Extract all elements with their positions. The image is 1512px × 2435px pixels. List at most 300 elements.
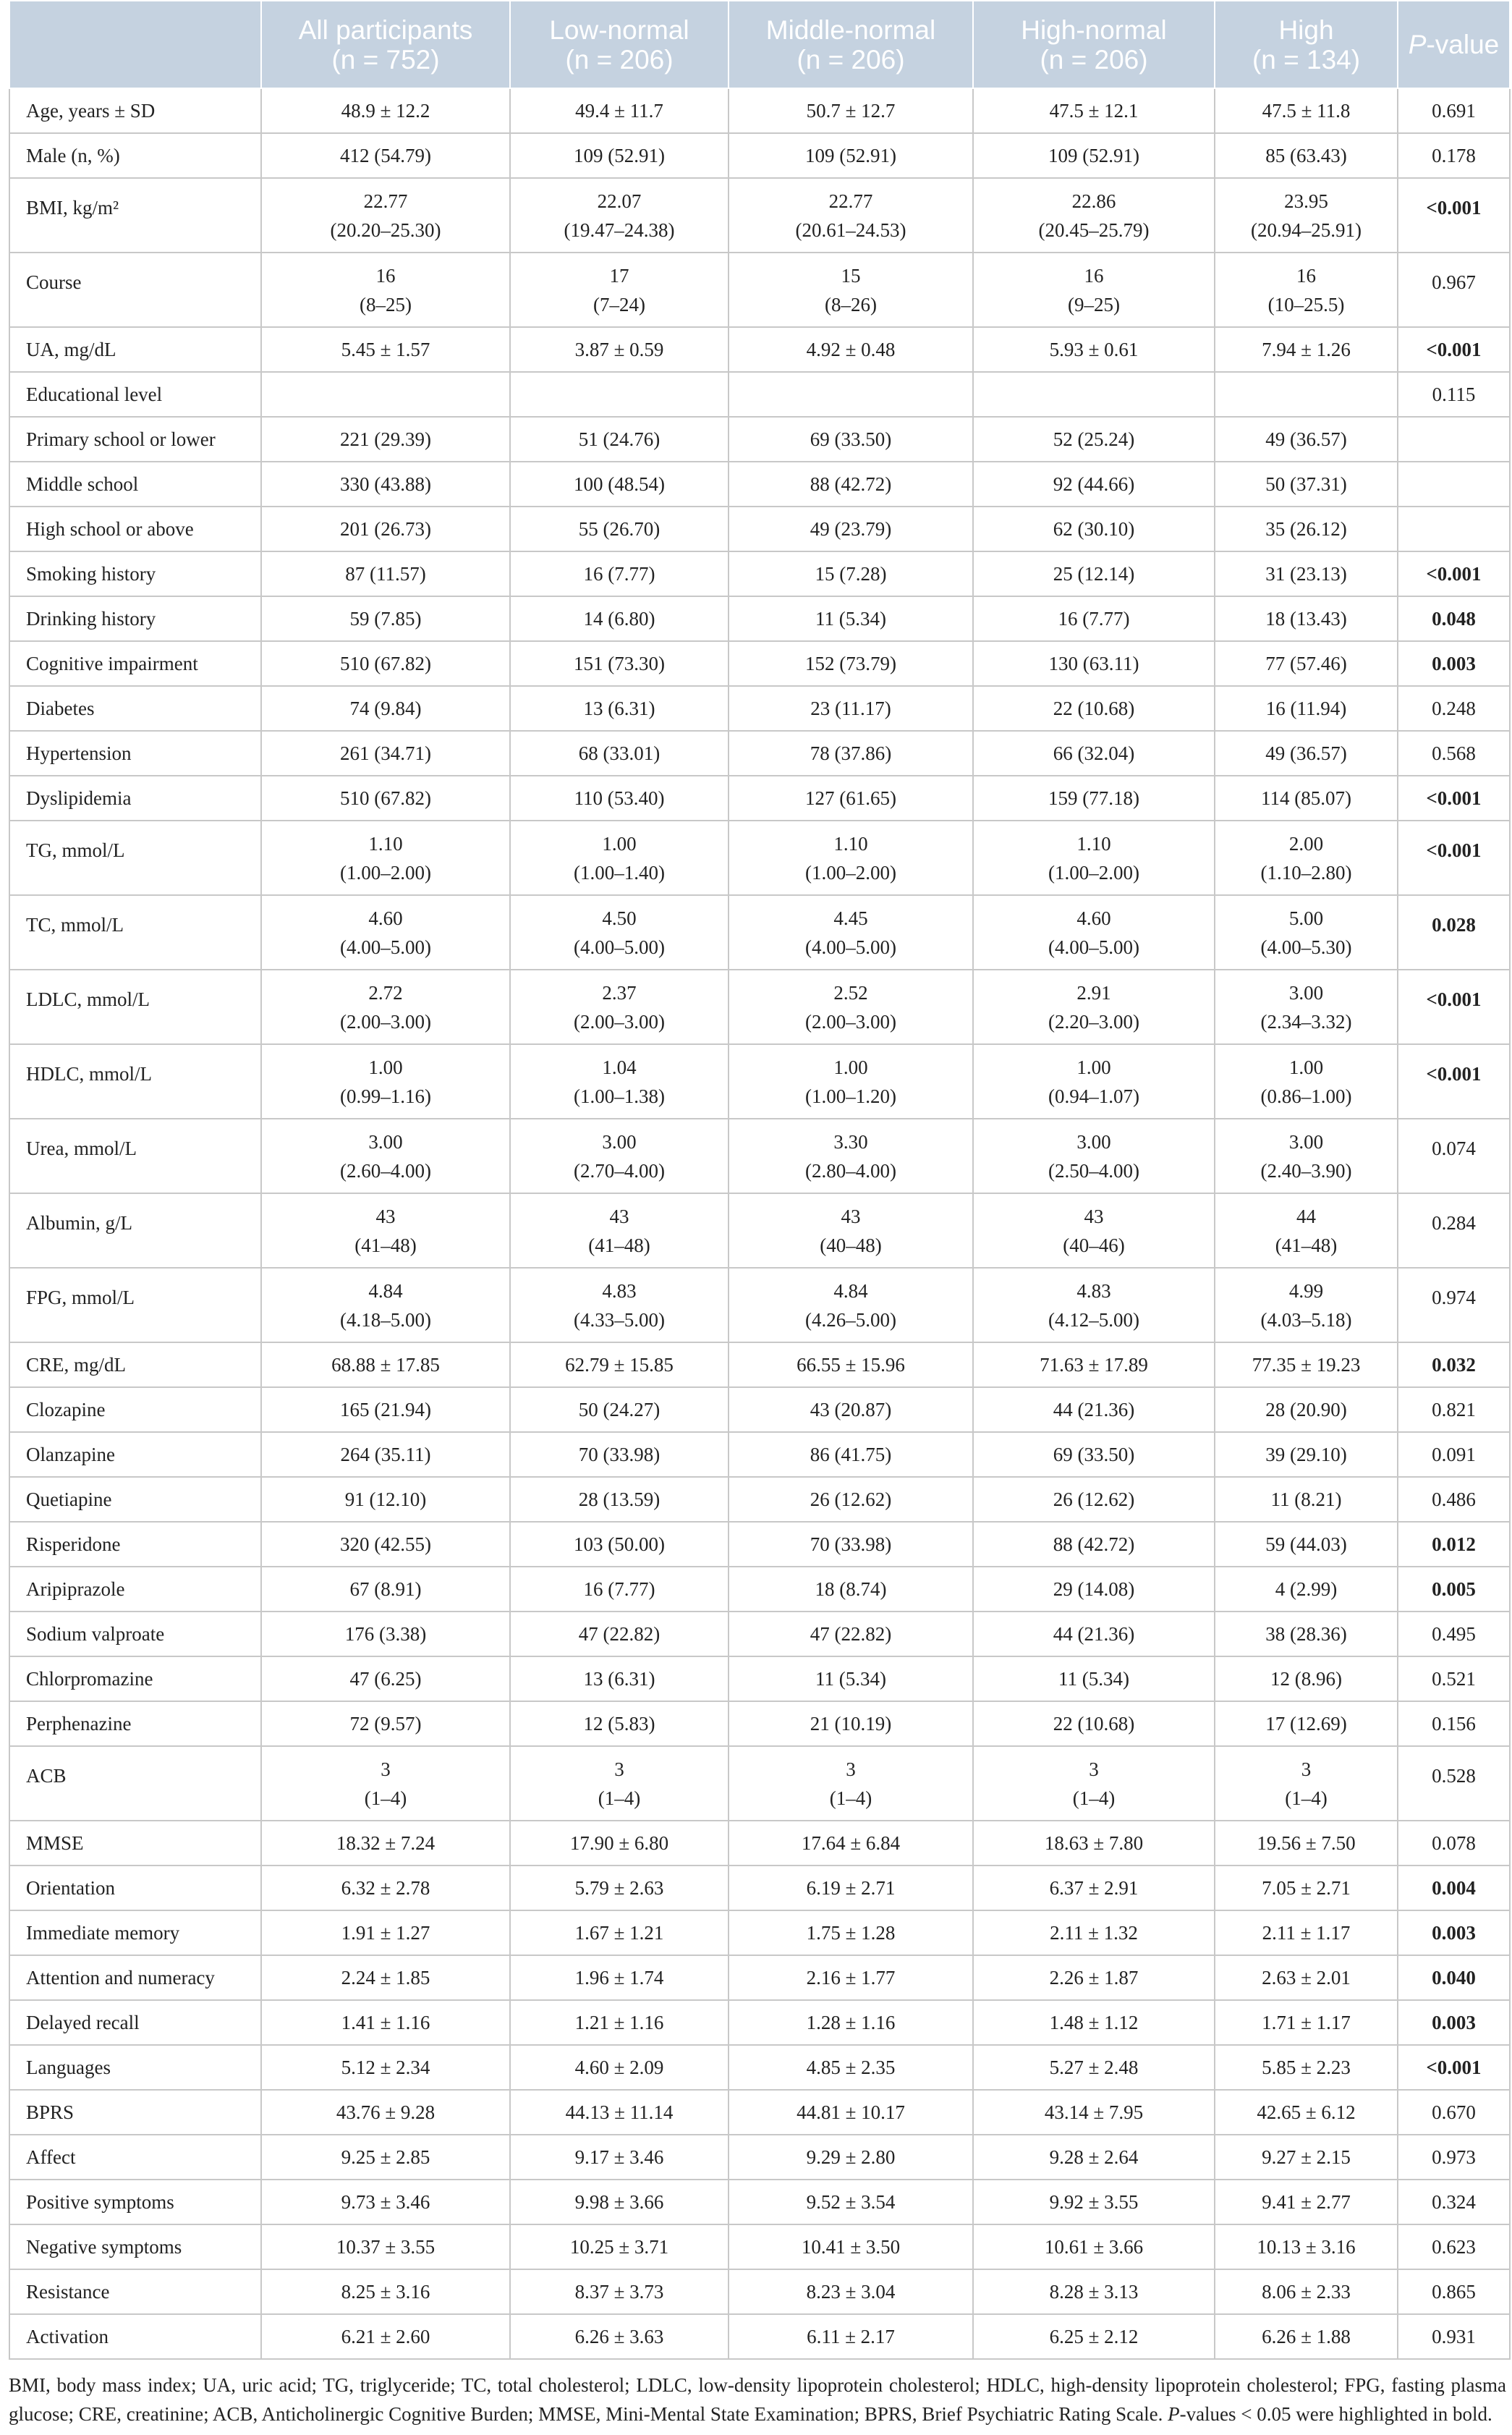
header-group-n: (n = 206) — [565, 44, 674, 75]
row-label: Albumin, g/L — [9, 1193, 261, 1268]
table-cell — [729, 551, 973, 596]
cell-range: (4.00–5.00) — [805, 936, 896, 958]
table-cell — [261, 178, 510, 253]
cell-range: (20.94–25.91) — [1251, 219, 1362, 241]
cell-range: (19.47–24.38) — [564, 219, 675, 241]
table-cell — [510, 1821, 729, 1866]
cell-value: 3.00 — [1288, 981, 1324, 1004]
p-value: 0.495 — [1432, 1623, 1476, 1645]
footnote-text-end: -values < 0.05 were highlighted in bold. — [1179, 2403, 1492, 2425]
table-cell — [973, 1193, 1215, 1268]
cell-range: (1–4) — [598, 1787, 641, 1809]
cell-value: 22.77 — [828, 190, 873, 212]
p-value-cell — [1398, 1910, 1510, 1955]
p-value: 0.178 — [1432, 145, 1476, 166]
table-cell — [1215, 970, 1398, 1044]
table-cell — [973, 1821, 1215, 1866]
cell-range: (0.94–1.07) — [1048, 1085, 1139, 1107]
table-cell — [729, 1656, 973, 1701]
table-cell — [729, 895, 973, 970]
table-cell — [1215, 2135, 1398, 2180]
p-value-cell — [1398, 1746, 1510, 1821]
cell-value: 152 (73.79) — [805, 653, 896, 674]
row-label: Affect — [9, 2135, 261, 2180]
header-p-rest: -value — [1426, 30, 1500, 59]
cell-value: 47 (22.82) — [578, 1623, 661, 1645]
cell-value: 103 (50.00) — [574, 1533, 665, 1555]
header-group-n: (n = 134) — [1252, 44, 1361, 75]
cell-value: 4.85 ± 2.35 — [806, 2057, 896, 2078]
table-cell — [1215, 895, 1398, 970]
table-cell — [510, 1119, 729, 1193]
table-cell — [261, 776, 510, 821]
cell-range: (2.40–3.90) — [1260, 1159, 1352, 1182]
cell-value: 10.61 ± 3.66 — [1044, 2236, 1144, 2258]
row-label: Olanzapine — [9, 1432, 261, 1477]
cell-value: 1.48 ± 1.12 — [1049, 2012, 1139, 2033]
table-row — [9, 821, 1510, 895]
table-cell — [261, 88, 510, 133]
cell-value: 6.26 ± 1.88 — [1262, 2326, 1351, 2347]
table-cell — [510, 1955, 729, 2000]
table-cell — [261, 417, 510, 462]
cell-value: 69 (33.50) — [810, 428, 892, 450]
cell-range: (4.00–5.00) — [340, 936, 431, 958]
cell-value: 66.55 ± 15.96 — [797, 1354, 905, 1376]
table-cell — [973, 970, 1215, 1044]
table-cell — [1215, 1044, 1398, 1119]
table-cell — [973, 327, 1215, 372]
table-cell — [729, 417, 973, 462]
table-cell — [973, 1432, 1215, 1477]
cell-value: 92 (44.66) — [1053, 473, 1135, 495]
header-group-name: All participants — [298, 14, 473, 45]
row-label: Age, years ± SD — [9, 88, 261, 133]
table-row — [9, 1612, 1510, 1656]
table-cell — [510, 133, 729, 178]
table-cell — [510, 178, 729, 253]
p-value: 0.974 — [1432, 1287, 1476, 1308]
cell-value: 6.37 ± 2.91 — [1049, 1877, 1139, 1899]
table-cell — [510, 970, 729, 1044]
row-label: CRE, mg/dL — [9, 1342, 261, 1387]
cell-value: 2.91 — [1076, 981, 1111, 1004]
p-value-cell — [1398, 327, 1510, 372]
table-cell — [729, 1387, 973, 1432]
cell-value: 28 (20.90) — [1265, 1399, 1347, 1420]
table-cell — [261, 372, 510, 417]
p-value: 0.074 — [1432, 1138, 1476, 1159]
cell-value: 130 (63.11) — [1048, 653, 1139, 674]
cell-value: 26 (12.62) — [1053, 1488, 1135, 1510]
row-label: TG, mmol/L — [9, 821, 261, 895]
cell-value: 31 (23.13) — [1265, 563, 1347, 585]
table-cell — [261, 2269, 510, 2314]
cell-range: (2.20–3.00) — [1048, 1010, 1139, 1033]
table-cell — [261, 2045, 510, 2090]
row-label: ACB — [9, 1746, 261, 1821]
table-cell — [973, 2090, 1215, 2135]
cell-value: 1.10 — [1076, 832, 1111, 855]
cell-range: (4.26–5.00) — [805, 1308, 896, 1331]
table-row — [9, 1701, 1510, 1746]
table-cell — [973, 2224, 1215, 2269]
p-value-cell — [1398, 1821, 1510, 1866]
p-value-cell — [1398, 2314, 1510, 2359]
cell-value: 35 (26.12) — [1265, 518, 1347, 540]
row-label: HDLC, mmol/L — [9, 1044, 261, 1119]
table-cell — [729, 731, 973, 776]
table-row — [9, 327, 1510, 372]
table-cell — [261, 1746, 510, 1821]
cell-value: 1.21 ± 1.16 — [574, 2012, 664, 2033]
cell-value: 10.25 ± 3.71 — [569, 2236, 669, 2258]
table-cell — [1215, 372, 1398, 417]
p-value: <0.001 — [1426, 787, 1482, 809]
table-cell — [729, 970, 973, 1044]
cell-range: (20.45–25.79) — [1038, 219, 1150, 241]
p-value-cell — [1398, 895, 1510, 970]
table-cell — [1215, 133, 1398, 178]
table-cell — [973, 2314, 1215, 2359]
cell-value: 2.24 ± 1.85 — [341, 1967, 430, 1989]
p-value: <0.001 — [1426, 839, 1482, 861]
cell-value: 109 (52.91) — [574, 145, 665, 166]
table-cell — [1215, 1432, 1398, 1477]
cell-value: 44.81 ± 10.17 — [797, 2101, 905, 2123]
table-cell — [261, 2000, 510, 2045]
table-cell — [510, 2090, 729, 2135]
table-cell — [729, 178, 973, 253]
row-label: Educational level — [9, 372, 261, 417]
table-row — [9, 1268, 1510, 1342]
cell-value: 44 (21.36) — [1053, 1623, 1135, 1645]
table-cell — [1215, 2180, 1398, 2224]
cell-value: 70 (33.98) — [578, 1444, 661, 1465]
cell-value: 17 — [609, 264, 629, 287]
p-value-cell — [1398, 507, 1510, 551]
cell-value: 3.00 — [602, 1130, 637, 1153]
cell-range: (40–48) — [820, 1234, 882, 1256]
table-row — [9, 1119, 1510, 1193]
table-cell — [973, 1910, 1215, 1955]
table-row — [9, 1567, 1510, 1612]
table-cell — [973, 1522, 1215, 1567]
cell-value: 8.37 ± 3.73 — [574, 2281, 664, 2303]
cell-value: 1.96 ± 1.74 — [574, 1967, 664, 1989]
row-label: MMSE — [9, 1821, 261, 1866]
cell-value: 3 — [381, 1758, 391, 1780]
table-row — [9, 1821, 1510, 1866]
header-group-n: (n = 206) — [1040, 44, 1148, 75]
cell-value: 47 (6.25) — [349, 1668, 422, 1690]
p-value-cell — [1398, 2135, 1510, 2180]
table-row — [9, 1656, 1510, 1701]
header-group-name: Middle-normal — [765, 14, 936, 45]
table-row — [9, 1746, 1510, 1821]
p-value: 0.670 — [1432, 2101, 1476, 2123]
table-cell — [510, 253, 729, 327]
cell-value: 6.11 ± 2.17 — [807, 2326, 895, 2347]
table-row — [9, 1477, 1510, 1522]
cell-value: 6.32 ± 2.78 — [341, 1877, 430, 1899]
row-label: LDLC, mmol/L — [9, 970, 261, 1044]
table-cell — [973, 1701, 1215, 1746]
footnote-p-italic: P — [1168, 2403, 1180, 2425]
table-cell — [1215, 417, 1398, 462]
p-value-cell — [1398, 462, 1510, 507]
table-cell — [729, 1119, 973, 1193]
table-row — [9, 731, 1510, 776]
table-cell — [1215, 1342, 1398, 1387]
table-cell — [1215, 178, 1398, 253]
header-p-value — [1398, 1, 1510, 88]
table-row — [9, 1866, 1510, 1910]
table-cell — [261, 462, 510, 507]
cell-value: 100 (48.54) — [574, 473, 665, 495]
table-row — [9, 2314, 1510, 2359]
row-label: Risperidone — [9, 1522, 261, 1567]
row-label: FPG, mmol/L — [9, 1268, 261, 1342]
table-cell — [510, 1910, 729, 1955]
p-value-cell — [1398, 1342, 1510, 1387]
table-cell — [729, 1701, 973, 1746]
table-cell — [973, 253, 1215, 327]
table-cell — [729, 507, 973, 551]
table-cell — [729, 2269, 973, 2314]
p-value-cell — [1398, 821, 1510, 895]
p-value-cell — [1398, 1567, 1510, 1612]
p-value: 0.623 — [1432, 2236, 1476, 2258]
table-cell — [973, 596, 1215, 641]
header-group-n: (n = 752) — [331, 44, 440, 75]
cell-value: 8.23 ± 3.04 — [806, 2281, 896, 2303]
table-row — [9, 133, 1510, 178]
cell-value: 5.45 ± 1.57 — [341, 339, 430, 360]
row-label: Activation — [9, 2314, 261, 2359]
table-cell — [261, 970, 510, 1044]
table-cell — [261, 1866, 510, 1910]
table-cell — [973, 417, 1215, 462]
cell-range: (4.00–5.30) — [1260, 936, 1352, 958]
table-row — [9, 1910, 1510, 1955]
cell-value: 3.00 — [368, 1130, 403, 1153]
table-header — [9, 1, 1510, 88]
cell-value: 16 — [1084, 264, 1104, 287]
cell-value: 43.76 ± 9.28 — [336, 2101, 436, 2123]
table-row — [9, 1432, 1510, 1477]
cell-value: 176 (3.38) — [344, 1623, 427, 1645]
cell-value: 18.63 ± 7.80 — [1044, 1832, 1144, 1854]
cell-value: 10.41 ± 3.50 — [801, 2236, 901, 2258]
table-cell — [261, 2090, 510, 2135]
cell-value: 9.92 ± 3.55 — [1049, 2191, 1139, 2213]
p-value-cell — [1398, 2000, 1510, 2045]
p-value: 0.115 — [1432, 384, 1476, 405]
p-value-cell — [1398, 1432, 1510, 1477]
p-value-cell — [1398, 2090, 1510, 2135]
table-cell — [973, 133, 1215, 178]
cell-value: 23.95 — [1284, 190, 1328, 212]
row-label: Quetiapine — [9, 1477, 261, 1522]
table-cell — [1215, 1955, 1398, 2000]
table-cell — [510, 1746, 729, 1821]
p-value: 0.486 — [1432, 1488, 1476, 1510]
p-value: 0.248 — [1432, 698, 1476, 719]
table-cell — [729, 2000, 973, 2045]
table-cell — [973, 776, 1215, 821]
table-cell — [973, 1387, 1215, 1432]
table-cell — [973, 372, 1215, 417]
cell-value: 44 (21.36) — [1053, 1399, 1135, 1420]
p-value-cell — [1398, 178, 1510, 253]
cell-value: 17.64 ± 6.84 — [801, 1832, 901, 1854]
cell-value: 49 (36.57) — [1265, 742, 1347, 764]
cell-range: (2.70–4.00) — [574, 1159, 665, 1182]
cell-value: 25 (12.14) — [1053, 563, 1135, 585]
p-value: <0.001 — [1426, 1063, 1482, 1085]
cell-value: 51 (24.76) — [578, 428, 661, 450]
cell-value: 5.93 ± 0.61 — [1049, 339, 1139, 360]
cell-value: 4 (2.99) — [1275, 1578, 1338, 1600]
cell-range: (7–24) — [593, 293, 645, 316]
row-label: Positive symptoms — [9, 2180, 261, 2224]
row-label: Male (n, %) — [9, 133, 261, 178]
p-value: 0.003 — [1432, 653, 1476, 674]
table-cell — [261, 1477, 510, 1522]
table-cell — [729, 821, 973, 895]
cell-value: 6.21 ± 2.60 — [341, 2326, 430, 2347]
cell-value: 68 (33.01) — [578, 742, 661, 764]
cell-value: 39 (29.10) — [1265, 1444, 1347, 1465]
table-cell — [729, 327, 973, 372]
p-value: 0.521 — [1432, 1668, 1476, 1690]
cell-range: (20.61–24.53) — [795, 219, 906, 241]
cell-value: 4.84 — [833, 1279, 868, 1302]
cell-value: 66 (32.04) — [1053, 742, 1135, 764]
footnote-text: BMI, body mass index; UA, uric acid; TG, triglyceride; TC, total cholesterol; LDLC, low-density lipoprotein cholesterol; HDLC, high-density lipoprotein cholesterol; FPG, fasting plasma glucose; CRE, creatinine; ACB, Anticholinergic Cognitive Burden; MMSE, Mini-Mental State Examination; BPRS, Brief Psychiatric Rating Scale. — [9, 2374, 1506, 2425]
p-value: 0.528 — [1432, 1765, 1476, 1787]
cell-value: 59 (44.03) — [1265, 1533, 1347, 1555]
table-cell — [510, 1656, 729, 1701]
cell-value: 5.12 ± 2.34 — [341, 2057, 430, 2078]
cell-value: 510 (67.82) — [340, 653, 431, 674]
table-row — [9, 417, 1510, 462]
table-cell — [729, 2224, 973, 2269]
table-cell — [973, 731, 1215, 776]
table-cell — [1215, 2224, 1398, 2269]
table-cell — [1215, 1567, 1398, 1612]
cell-value: 13 (6.31) — [583, 698, 655, 719]
table-cell — [729, 1612, 973, 1656]
cell-value: 23 (11.17) — [810, 698, 891, 719]
table-cell — [1215, 2000, 1398, 2045]
row-label: Chlorpromazine — [9, 1656, 261, 1701]
cell-range: (2.80–4.00) — [805, 1159, 896, 1182]
cell-value: 2.72 — [368, 981, 403, 1004]
table-cell — [510, 507, 729, 551]
p-value-cell — [1398, 776, 1510, 821]
table-cell — [510, 1612, 729, 1656]
cell-value: 18.32 ± 7.24 — [336, 1832, 436, 1854]
table-cell — [510, 462, 729, 507]
table-cell — [261, 1522, 510, 1567]
cell-value: 4.84 — [368, 1279, 403, 1302]
header-group-n: (n = 206) — [797, 44, 905, 75]
p-value-cell — [1398, 2180, 1510, 2224]
cell-value: 9.28 ± 2.64 — [1049, 2146, 1139, 2168]
cell-value: 62 (30.10) — [1053, 518, 1135, 540]
cell-value: 3 — [846, 1758, 856, 1780]
cell-value: 1.00 — [1076, 1056, 1111, 1078]
table-cell — [1215, 686, 1398, 731]
table-cell — [973, 1044, 1215, 1119]
table-cell — [261, 686, 510, 731]
table-row — [9, 2000, 1510, 2045]
table-cell — [1215, 1656, 1398, 1701]
cell-value: 3.30 — [833, 1130, 868, 1153]
p-value: 0.284 — [1432, 1212, 1476, 1234]
cell-value: 9.98 ± 3.66 — [574, 2191, 664, 2213]
table-cell — [973, 178, 1215, 253]
p-value: 0.973 — [1432, 2146, 1476, 2168]
cell-value: 55 (26.70) — [578, 518, 661, 540]
p-value-cell — [1398, 596, 1510, 641]
table-cell — [1215, 1746, 1398, 1821]
table-cell — [1215, 821, 1398, 895]
cell-range: (2.00–3.00) — [805, 1010, 896, 1033]
cell-range: (1.00–1.38) — [574, 1085, 665, 1107]
table-cell — [510, 1567, 729, 1612]
table-cell — [729, 1044, 973, 1119]
p-value: 0.691 — [1432, 100, 1476, 122]
p-value: 0.091 — [1432, 1444, 1476, 1465]
p-value: 0.028 — [1432, 914, 1476, 936]
table-cell — [729, 2045, 973, 2090]
p-value-cell — [1398, 1119, 1510, 1193]
cell-value: 88 (42.72) — [1053, 1533, 1135, 1555]
cell-value: 3 — [1301, 1758, 1312, 1780]
table-cell — [729, 133, 973, 178]
table-cell — [729, 2135, 973, 2180]
cell-range: (1.00–2.00) — [805, 861, 896, 884]
cell-value: 77.35 ± 19.23 — [1252, 1354, 1361, 1376]
header-all-participants — [261, 1, 510, 88]
cell-value: 109 (52.91) — [1048, 145, 1139, 166]
cell-value: 6.26 ± 3.63 — [574, 2326, 664, 2347]
table-cell — [973, 1477, 1215, 1522]
cell-value: 7.94 ± 1.26 — [1262, 339, 1351, 360]
table-cell — [729, 1821, 973, 1866]
table-cell — [1215, 776, 1398, 821]
table-row — [9, 507, 1510, 551]
row-label: Diabetes — [9, 686, 261, 731]
p-value-cell — [1398, 133, 1510, 178]
cell-value: 1.00 — [1288, 1056, 1324, 1078]
cell-value: 22.07 — [597, 190, 642, 212]
row-label: Aripiprazole — [9, 1567, 261, 1612]
p-value: <0.001 — [1426, 339, 1482, 360]
cell-range: (2.00–3.00) — [574, 1010, 665, 1033]
cell-value: 21 (10.19) — [810, 1713, 892, 1735]
table-cell — [261, 2180, 510, 2224]
cell-value: 49 (36.57) — [1265, 428, 1347, 450]
cell-value: 3 — [614, 1758, 624, 1780]
cell-value: 43 — [609, 1205, 629, 1227]
table-cell — [729, 1746, 973, 1821]
table-cell — [261, 731, 510, 776]
table-cell — [1215, 462, 1398, 507]
